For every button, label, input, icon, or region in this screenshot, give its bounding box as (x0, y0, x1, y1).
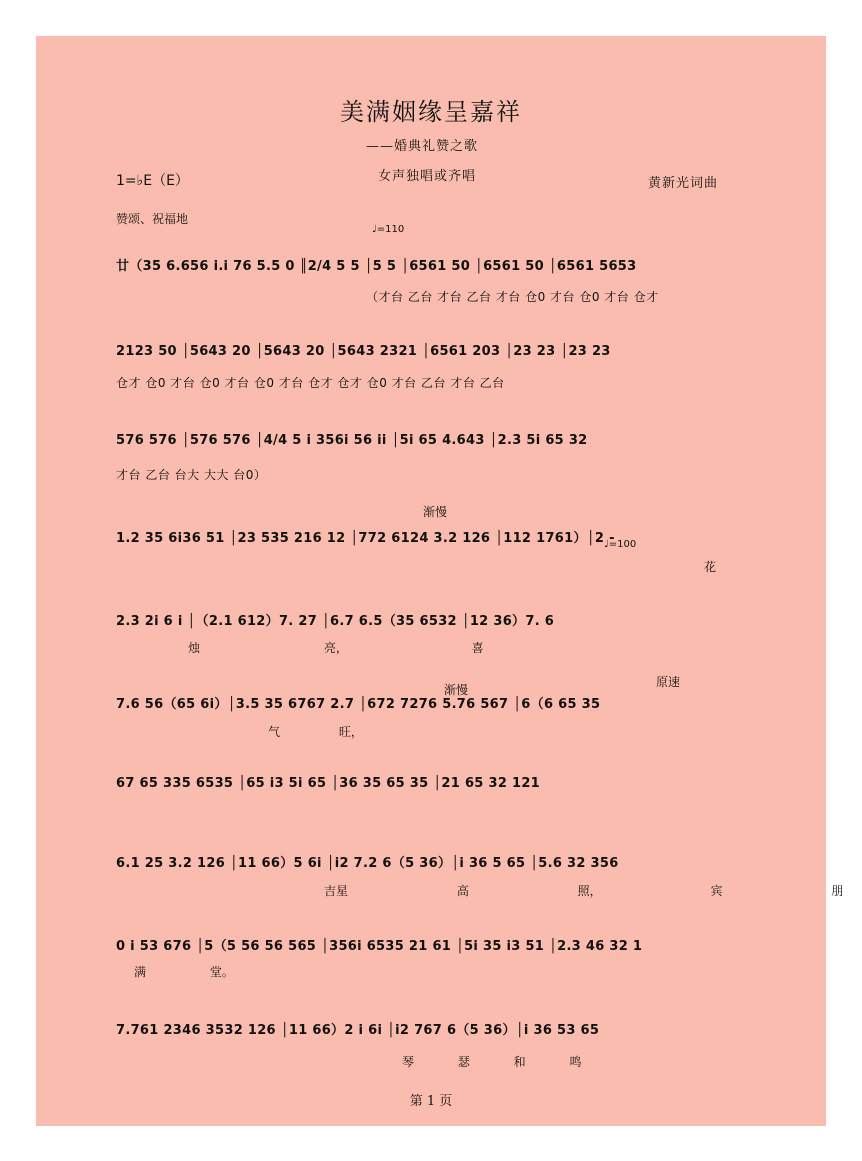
rit-marking: 渐慢 (423, 505, 448, 519)
score-page (36, 36, 844, 1126)
rit-marking: 渐慢 (444, 683, 469, 697)
lyric-line-10: 琴 瑟 和 鸣 (402, 1055, 582, 1069)
notation-line-4: 1.2 35 6i36 51 │23 535 216 12 │772 6124 3.2 126 │112 1761）│2 - (116, 531, 615, 546)
lyric-line-6: 气 旺， (268, 725, 363, 739)
notation-line-2: 2123 50 │5643 20 │5643 20 │5643 2321 │6561 203 │23 23 │23 23 (116, 344, 611, 359)
notation-line-3: 576 576 │576 576 │4/4 5 i 356i 56 ii │5i 65 4.643 │2.3 5i 65 32 (116, 433, 588, 448)
notation-line-7: 67 65 335 6535 │65 i3 5i 65 │36 35 65 35 │21 65 32 121 (116, 776, 541, 791)
performance-note: 女声独唱或齐唱 (378, 169, 477, 184)
tempo-mark: ♩=110 (372, 224, 405, 235)
notation-line-6: 7.6 56（65 6i）│3.5 35 6767 2.7 │672 7276 5.76 567 │6（6 65 35 (116, 697, 601, 712)
composer-credit: 黄新光词曲 (648, 176, 719, 191)
lyric-line-4: 花 (704, 560, 717, 574)
expression-mark: 赞颂、祝福地 (116, 212, 189, 226)
percussion-line-3: 才台 乙台 台大 大大 台0） (116, 468, 267, 482)
key-signature: 1=♭E（E） (116, 173, 189, 189)
notation-line-1: 廿（35 6.656 i.i 76 5.5 0 ║2/4 5 5 │5 5 │6561 50 │6561 50 │6561 5653 (116, 259, 637, 274)
percussion-line-1: （才台 乙台 才台 乙台 才台 仓0 才台 仓0 才台 仓才 (366, 290, 659, 304)
lyric-line-5: 烛 亮， 喜 (188, 641, 484, 655)
song-subtitle: ——婚典礼赞之歌 (366, 139, 479, 154)
song-title: 美满姻缘呈嘉祥 (340, 98, 522, 126)
lyric-line-8: 吉星 高 照， 宾 朋 (324, 884, 844, 898)
percussion-line-2: 仓才 仓0 才台 仓0 才台 仓0 才台 仓才 仓才 仓0 才台 乙台 才台 乙台 (116, 376, 505, 390)
notation-line-8: 6.1 25 3.2 126 │11 66）5 6i │i2 7.2 6（5 36）│i 36 5 65 │5.6 32 356 (116, 856, 619, 871)
notation-line-9: 0 i 53 676 │5（5 56 56 565 │356i 6535 21 61 │5i 35 i3 51 │2.3 46 32 1 (116, 939, 643, 954)
notation-line-5: 2.3 2i 6 i │（2.1 612）7. 27 │6.7 6.5（35 6532 │12 36）7. 6 (116, 614, 555, 629)
a-tempo-marking: 原速 (656, 675, 681, 689)
page-number: 第 1 页 (409, 1094, 453, 1109)
notation-line-10: 7.761 2346 3532 126 │11 66）2 i 6i │i2 767 6（5 36）│i 36 53 65 (116, 1023, 600, 1038)
lyric-line-9: 满 堂。 (134, 965, 234, 979)
tempo-mark: ♩=100 (604, 539, 637, 550)
